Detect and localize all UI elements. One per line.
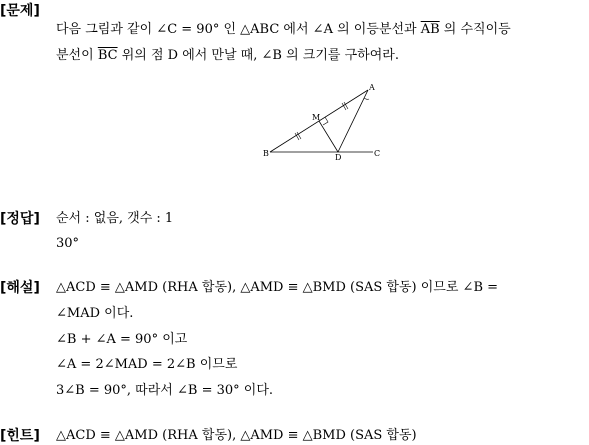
problem-line-1 [56, 22, 511, 38]
point-label-m: M [312, 113, 321, 122]
explanation-line-3: ∠B + ∠A = 90° 이고 [56, 332, 188, 347]
problem-text: 위의 점 D 에서 만날 때, ∠B 의 크기를 구하여라. [117, 48, 399, 63]
problem-text: 의 수직이등 [439, 22, 511, 37]
segment-ab: $\overline{AB}$ [420, 22, 440, 37]
answer-line-1: 순서 : 없음, 갯수 : 1 [56, 211, 174, 226]
triangle-figure [260, 80, 390, 166]
point-label-d: D [335, 153, 342, 162]
explanation-line-1: △ACD ≡ △AMD (RHA 합동), △AMD ≡ △BMD (SAS 합동) 이므로 ∠B = [56, 280, 499, 295]
segment-m-d [319, 121, 338, 152]
problem-label: [문제] [0, 3, 40, 19]
answer-label: [정답] [0, 211, 40, 227]
problem-text: 분선이 [56, 48, 98, 63]
explanation-line-5: 3∠B = 90°, 따라서 ∠B = 30° 이다. [56, 383, 274, 398]
problem-line-2 [56, 48, 399, 64]
angle-mark [364, 98, 369, 99]
point-label-a: A [369, 83, 375, 92]
explanation-line-2: ∠MAD 이다. [56, 306, 134, 321]
segment-bc: $\overline{BC}$ [97, 48, 118, 63]
problem-text: 다음 그림과 같이 ∠C = 90° 인 △ABC 에서 ∠A 의 이등분선과 [56, 22, 421, 37]
hint-line-1: △ACD ≡ △AMD (RHA 합동), △AMD ≡ △BMD (SAS 합동) [56, 428, 417, 443]
answer-line-2: 30° [56, 236, 80, 251]
explanation-line-4: ∠A = 2∠MAD = 2∠B 이므로 [56, 357, 238, 372]
point-label-b: B [263, 149, 269, 158]
hint-label: [힌트] [0, 428, 40, 444]
explanation-label: [해설] [0, 280, 40, 296]
point-label-c: C [374, 149, 381, 158]
